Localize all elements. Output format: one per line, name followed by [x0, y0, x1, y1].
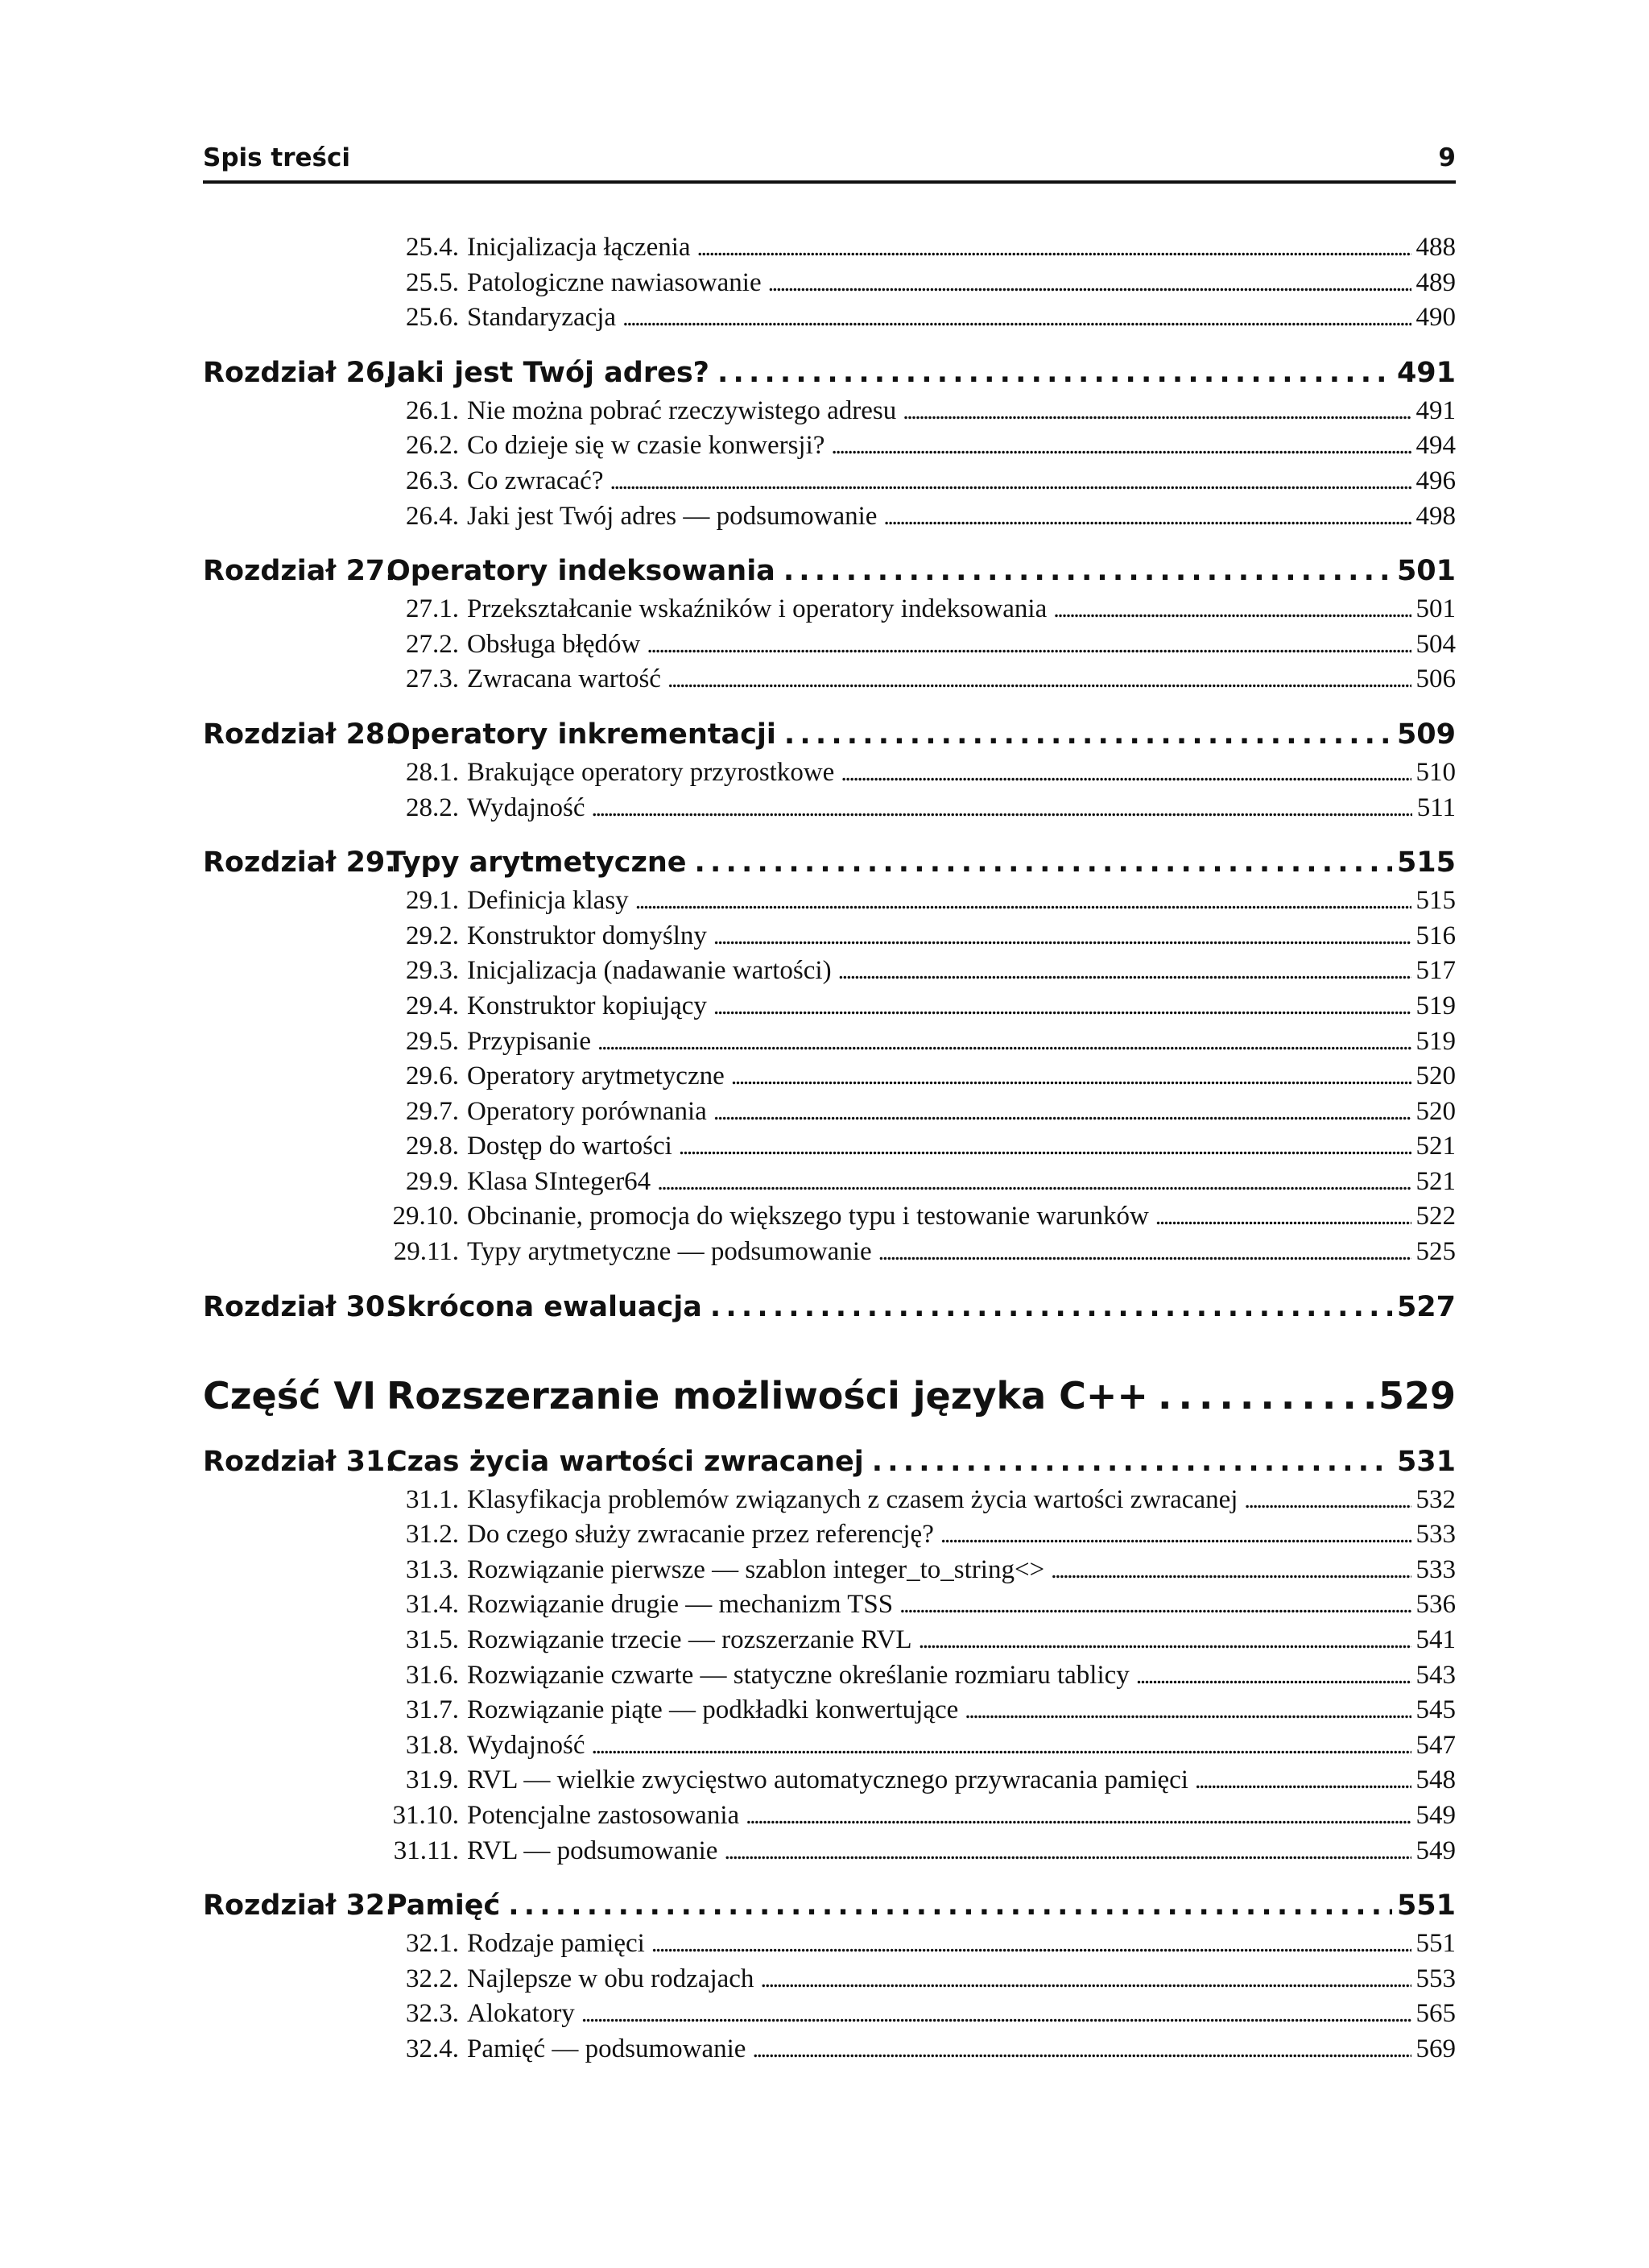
section-number: 31.3. — [406, 1554, 459, 1584]
section-number: 31.4. — [406, 1590, 459, 1620]
dot-leader — [838, 954, 1411, 989]
dot-leader — [1053, 592, 1411, 627]
part-label: Część VI — [203, 1373, 377, 1418]
section-page: 532 — [1415, 1484, 1456, 1514]
section-number: 29.3. — [406, 956, 459, 986]
toc-section-32-3[interactable] — [203, 1997, 1456, 2032]
section-title: Rodzaje pamięci — [467, 1929, 645, 1959]
toc-section-29-4[interactable] — [203, 989, 1456, 1024]
section-number: 29.9. — [406, 1166, 459, 1196]
toc-section-31-7[interactable] — [203, 1693, 1456, 1728]
section-page: 533 — [1415, 1520, 1456, 1550]
toc-section-32-2[interactable] — [203, 1962, 1456, 1997]
dot-leader — [1051, 1553, 1411, 1588]
section-title: Zwracana wartość — [467, 664, 661, 694]
toc-chapter-31[interactable] — [203, 1441, 1456, 1483]
toc-section-25-4[interactable] — [203, 230, 1456, 266]
dot-leader — [752, 2032, 1411, 2067]
toc-section-29-2[interactable] — [203, 919, 1456, 954]
dot-leader — [883, 499, 1411, 535]
section-title: Wydajność — [467, 1730, 585, 1760]
section-number: 28.2. — [406, 793, 459, 822]
dot-leader — [724, 1834, 1411, 1869]
section-title: Przekształcanie wskaźników i operatory indeksowania — [467, 594, 1048, 624]
section-number: 29.6. — [406, 1062, 459, 1091]
section-page: 553 — [1415, 1964, 1456, 1993]
section-title: Klasyfikacja problemów związanych z czasem życia wartości zwracanej — [467, 1484, 1238, 1514]
toc-chapter-29[interactable] — [203, 842, 1456, 884]
section-title: Obcinanie, promocja do większego typu i testowanie warunków — [467, 1202, 1149, 1231]
section-title: Brakujące operatory przyrostkowe — [467, 757, 835, 787]
section-page: 549 — [1415, 1801, 1456, 1830]
dot-leader — [919, 1623, 1411, 1658]
chapter-title: Czas życia wartości zwracanej — [386, 1445, 864, 1478]
section-page: 519 — [1415, 991, 1456, 1020]
section-title: Wydajność — [467, 793, 585, 822]
section-number: 31.6. — [406, 1660, 459, 1690]
dot-leader — [647, 627, 1411, 663]
chapter-page: 491 — [1396, 356, 1456, 389]
toc-section-26-1[interactable] — [203, 394, 1456, 429]
section-title: Potencjalne zastosowania — [467, 1801, 740, 1830]
section-number: 32.4. — [406, 2034, 459, 2063]
section-number: 31.7. — [406, 1695, 459, 1725]
section-page: 517 — [1415, 956, 1456, 986]
dot-leader — [713, 989, 1411, 1024]
dot-leader — [581, 1997, 1411, 2032]
dot-leader — [1155, 1199, 1411, 1235]
chapter-label: Rozdział 27. — [203, 555, 396, 588]
section-page: 511 — [1416, 793, 1456, 822]
section-page: 498 — [1415, 501, 1456, 531]
dot-leader — [841, 755, 1411, 791]
chapter-title: Operatory inkrementacji — [386, 718, 776, 751]
dot-leader — [831, 428, 1411, 464]
section-number: 25.4. — [406, 233, 459, 262]
toc-section-29-1[interactable] — [203, 884, 1456, 919]
section-page: 565 — [1415, 1999, 1456, 2029]
section-number: 29.4. — [406, 991, 459, 1020]
dot-leader — [768, 266, 1411, 301]
section-page: 543 — [1415, 1660, 1456, 1690]
section-title: Definicja klasy — [467, 886, 629, 916]
toc-section-29-10[interactable] — [203, 1199, 1456, 1235]
dot-leader — [622, 300, 1411, 336]
section-number: 31.11. — [393, 1836, 459, 1865]
toc-section-32-1[interactable] — [203, 1927, 1456, 1962]
page-number: 9 — [1438, 143, 1456, 172]
toc-section-28-2[interactable] — [203, 791, 1456, 826]
section-page: 549 — [1415, 1836, 1456, 1865]
dot-leader — [610, 464, 1411, 499]
section-number: 31.1. — [406, 1484, 459, 1514]
toc-section-28-1[interactable] — [203, 755, 1456, 791]
section-number: 29.5. — [406, 1026, 459, 1056]
section-number: 26.4. — [406, 501, 459, 531]
section-number: 26.3. — [406, 466, 459, 495]
chapter-title: Pamięć — [386, 1889, 501, 1922]
section-number: 31.9. — [406, 1765, 459, 1795]
section-title: Rozwiązanie drugie — mechanizm TSS — [467, 1590, 894, 1620]
section-number: 31.5. — [406, 1625, 459, 1655]
part-title: Rozszerzanie możliwości języka C++ — [386, 1373, 1148, 1418]
section-page: 501 — [1415, 594, 1456, 624]
chapter-page: 501 — [1396, 555, 1456, 588]
section-page: 520 — [1415, 1062, 1456, 1091]
toc-section-31-4[interactable] — [203, 1587, 1456, 1623]
chapter-page: 509 — [1396, 718, 1456, 751]
section-number: 29.1. — [406, 886, 459, 916]
toc-chapter-26[interactable] — [203, 352, 1456, 394]
chapter-label: Rozdział 31. — [203, 1445, 396, 1478]
section-page: 496 — [1415, 466, 1456, 495]
chapter-title: Operatory indeksowania — [386, 555, 775, 588]
toc-chapter-28[interactable] — [203, 714, 1456, 755]
section-title: Standaryzacja — [467, 303, 617, 333]
running-header — [203, 135, 1456, 184]
section-page: 536 — [1415, 1590, 1456, 1620]
section-title: RVL — wielkie zwycięstwo automatycznego przywracania pamięci — [467, 1765, 1188, 1795]
toc-section-25-5[interactable] — [203, 266, 1456, 301]
section-page: 488 — [1415, 233, 1456, 262]
dot-leader — [679, 1129, 1411, 1165]
toc-section-27-3[interactable] — [203, 662, 1456, 697]
section-title: Rozwiązanie pierwsze — szablon integer_to_string<> — [467, 1554, 1045, 1584]
dot-leader — [695, 842, 1392, 884]
dot-leader — [878, 1235, 1411, 1270]
section-page: 521 — [1415, 1166, 1456, 1196]
section-number: 25.5. — [406, 267, 459, 297]
section-title: Co zwracać? — [467, 466, 604, 495]
dot-leader — [872, 1441, 1392, 1483]
toc-chapter-32[interactable] — [203, 1885, 1456, 1927]
section-number: 26.1. — [406, 395, 459, 425]
toc-section-29-5[interactable] — [203, 1024, 1456, 1060]
section-number: 28.1. — [406, 757, 459, 787]
section-number: 29.2. — [406, 921, 459, 950]
dot-leader — [657, 1165, 1411, 1200]
section-number: 31.8. — [406, 1730, 459, 1760]
section-title: Operatory arytmetyczne — [467, 1062, 725, 1091]
toc-section-29-7[interactable] — [203, 1095, 1456, 1130]
section-page: 516 — [1415, 921, 1456, 950]
section-title: Jaki jest Twój adres — podsumowanie — [467, 501, 878, 531]
toc-section-31-10[interactable] — [203, 1798, 1456, 1834]
section-title: Konstruktor kopiujący — [467, 991, 707, 1020]
toc-section-31-2[interactable] — [203, 1517, 1456, 1553]
toc-section-29-6[interactable] — [203, 1059, 1456, 1095]
section-title: Patologiczne nawiasowanie — [467, 267, 762, 297]
toc-section-25-6[interactable] — [203, 300, 1456, 336]
toc-section-29-9[interactable] — [203, 1165, 1456, 1200]
chapter-label: Rozdział 26. — [203, 356, 396, 389]
toc-section-31-11[interactable] — [203, 1834, 1456, 1869]
part-page: 529 — [1378, 1373, 1456, 1418]
section-number: 32.2. — [406, 1964, 459, 1993]
toc-section-29-3[interactable] — [203, 954, 1456, 989]
toc-section-29-8[interactable] — [203, 1129, 1456, 1165]
section-page: 506 — [1415, 664, 1456, 694]
section-title: Pamięć — podsumowanie — [467, 2034, 746, 2063]
section-page: 515 — [1415, 886, 1456, 916]
dot-leader — [899, 1587, 1411, 1623]
chapter-label: Rozdział 28. — [203, 718, 396, 751]
section-page: 569 — [1415, 2034, 1456, 2063]
section-number: 29.8. — [406, 1132, 459, 1161]
section-number: 29.11. — [393, 1237, 459, 1267]
chapter-page: 527 — [1396, 1290, 1456, 1323]
section-title: Typy arytmetyczne — podsumowanie — [467, 1237, 872, 1267]
section-title: Dostęp do wartości — [467, 1132, 672, 1161]
toc-section-31-9[interactable] — [203, 1763, 1456, 1798]
section-title: Najlepsze w obu rodzajach — [467, 1964, 754, 1993]
section-title: Co dzieje się w czasie konwersji? — [467, 431, 825, 461]
section-number: 25.6. — [406, 303, 459, 333]
section-title: Operatory porównania — [467, 1096, 707, 1126]
toc-section-27-2[interactable] — [203, 627, 1456, 663]
toc-section-32-4[interactable] — [203, 2032, 1456, 2067]
section-page: 547 — [1415, 1730, 1456, 1760]
chapter-label: Rozdział 29. — [203, 846, 396, 879]
section-title: Inicjalizacja łączenia — [467, 233, 691, 262]
section-page: 491 — [1415, 395, 1456, 425]
dot-leader — [965, 1693, 1411, 1728]
section-page: 545 — [1415, 1695, 1456, 1725]
section-number: 26.2. — [406, 431, 459, 461]
dot-leader — [651, 1927, 1411, 1962]
chapter-page: 515 — [1396, 846, 1456, 879]
table-of-contents — [203, 230, 1456, 2067]
dot-leader — [1244, 1483, 1411, 1518]
dot-leader — [667, 662, 1411, 697]
section-title: Rozwiązanie piąte — podkładki konwertujące — [467, 1695, 959, 1725]
dot-leader — [710, 1286, 1392, 1328]
section-page: 519 — [1415, 1026, 1456, 1056]
toc-section-26-4[interactable] — [203, 499, 1456, 535]
section-title: Obsługa błędów — [467, 629, 641, 659]
toc-section-27-1[interactable] — [203, 592, 1456, 627]
dot-leader — [697, 230, 1411, 266]
toc-section-26-3[interactable] — [203, 464, 1456, 499]
toc-chapter-30[interactable] — [203, 1286, 1456, 1328]
dot-leader — [783, 550, 1392, 592]
section-number: 29.7. — [406, 1096, 459, 1126]
header-title: Spis treści — [203, 143, 350, 172]
toc-section-29-11[interactable] — [203, 1235, 1456, 1270]
section-page: 510 — [1415, 757, 1456, 787]
section-page: 541 — [1415, 1625, 1456, 1655]
dot-leader — [635, 884, 1411, 919]
dot-leader — [713, 919, 1411, 954]
section-title: Rozwiązanie czwarte — statyczne określanie rozmiaru tablicy — [467, 1660, 1130, 1690]
dot-leader — [717, 352, 1392, 394]
section-page: 525 — [1415, 1237, 1456, 1267]
dot-leader — [597, 1024, 1411, 1060]
toc-section-31-1[interactable] — [203, 1483, 1456, 1518]
dot-leader — [1136, 1658, 1411, 1694]
section-page: 533 — [1415, 1554, 1456, 1584]
dot-leader — [591, 1728, 1411, 1764]
dot-leader — [746, 1798, 1411, 1834]
dot-leader — [731, 1059, 1411, 1095]
section-title: Inicjalizacja (nadawanie wartości) — [467, 956, 832, 986]
section-title: Alokatory — [467, 1999, 575, 2029]
section-number: 27.1. — [406, 594, 459, 624]
dot-leader — [1195, 1763, 1411, 1798]
toc-section-31-8[interactable] — [203, 1728, 1456, 1764]
section-number: 31.2. — [406, 1520, 459, 1550]
toc-chapter-27[interactable] — [203, 550, 1456, 592]
section-number: 31.10. — [392, 1801, 459, 1830]
section-page: 520 — [1415, 1096, 1456, 1126]
section-title: Do czego służy zwracanie przez referencję? — [467, 1520, 934, 1550]
section-page: 551 — [1415, 1929, 1456, 1959]
toc-section-31-5[interactable] — [203, 1623, 1456, 1658]
section-number: 32.3. — [406, 1999, 459, 2029]
chapter-title: Skrócona ewaluacja — [386, 1290, 702, 1323]
toc-section-31-6[interactable] — [203, 1658, 1456, 1694]
dot-leader — [940, 1517, 1411, 1553]
section-number: 27.2. — [406, 629, 459, 659]
section-number: 29.10. — [392, 1202, 459, 1231]
section-title: Nie można pobrać rzeczywistego adresu — [467, 395, 897, 425]
dot-leader — [1158, 1367, 1374, 1425]
section-number: 32.1. — [406, 1929, 459, 1959]
chapter-label: Rozdział 30. — [203, 1290, 396, 1323]
toc-part-6[interactable] — [203, 1367, 1456, 1425]
section-page: 521 — [1415, 1132, 1456, 1161]
section-page: 489 — [1415, 267, 1456, 297]
section-page: 490 — [1415, 303, 1456, 333]
chapter-label: Rozdział 32. — [203, 1889, 396, 1922]
section-page: 494 — [1415, 431, 1456, 461]
section-page: 548 — [1415, 1765, 1456, 1795]
section-number: 27.3. — [406, 664, 459, 694]
section-title: RVL — podsumowanie — [467, 1836, 718, 1865]
section-title: Rozwiązanie trzecie — rozszerzanie RVL — [467, 1625, 912, 1655]
dot-leader — [713, 1095, 1411, 1130]
chapter-title: Typy arytmetyczne — [386, 846, 687, 879]
section-title: Klasa SInteger64 — [467, 1166, 651, 1196]
dot-leader — [784, 714, 1392, 755]
chapter-page: 551 — [1396, 1889, 1456, 1922]
dot-leader — [903, 394, 1411, 429]
dot-leader — [591, 791, 1411, 826]
section-page: 504 — [1415, 629, 1456, 659]
section-title: Przypisanie — [467, 1026, 591, 1056]
toc-section-31-3[interactable] — [203, 1553, 1456, 1588]
chapter-page: 531 — [1396, 1445, 1456, 1478]
dot-leader — [508, 1885, 1392, 1927]
section-title: Konstruktor domyślny — [467, 921, 707, 950]
dot-leader — [760, 1962, 1411, 1997]
toc-section-26-2[interactable] — [203, 428, 1456, 464]
chapter-title: Jaki jest Twój adres? — [386, 356, 709, 389]
section-page: 522 — [1415, 1202, 1456, 1231]
